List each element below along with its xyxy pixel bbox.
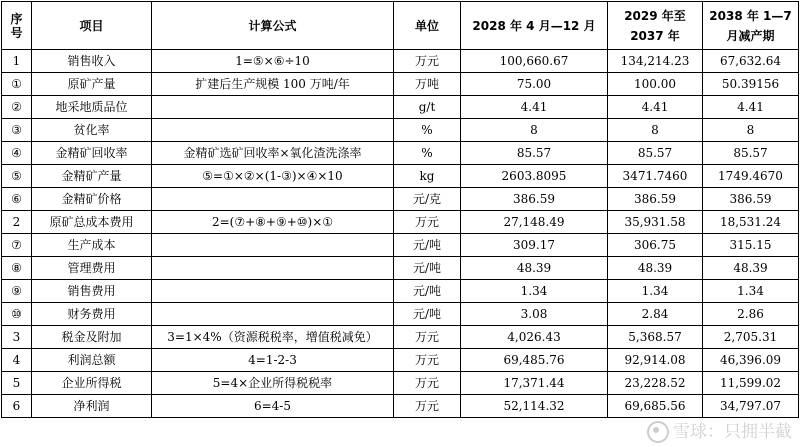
value-2038-cell: 1.34	[703, 280, 799, 303]
item-cell: 生产成本	[32, 234, 152, 257]
value-2028-cell: 52,114.32	[461, 395, 608, 418]
value-2029-2037-cell: 23,228.52	[608, 372, 703, 395]
table-row	[2, 211, 799, 234]
value-2028-cell: 2603.8095	[461, 165, 608, 188]
value-2029-2037-cell: 3471.7460	[608, 165, 703, 188]
value-2028-cell: 100,660.67	[461, 50, 608, 73]
formula-cell	[152, 119, 394, 142]
value-2028-cell: 17,371.44	[461, 372, 608, 395]
value-2038-cell: 85.57	[703, 142, 799, 165]
item-cell: 税金及附加	[32, 326, 152, 349]
value-2029-2037-cell: 69,685.56	[608, 395, 703, 418]
value-2038-cell: 34,797.07	[703, 395, 799, 418]
item-cell: 贫化率	[32, 119, 152, 142]
seq-cell: ⑨	[2, 280, 32, 303]
table-body	[2, 50, 799, 418]
seq-cell: 2	[2, 211, 32, 234]
seq-cell: ②	[2, 96, 32, 119]
item-cell: 金精矿产量	[32, 165, 152, 188]
item-cell: 原矿总成本费用	[32, 211, 152, 234]
seq-cell: ⑩	[2, 303, 32, 326]
value-2028-cell: 48.39	[461, 257, 608, 280]
formula-cell	[152, 96, 394, 119]
value-2038-cell: 2.86	[703, 303, 799, 326]
table-row	[2, 73, 799, 96]
watermark-text: 雪球：只拥半截	[673, 422, 792, 442]
item-cell: 净利润	[32, 395, 152, 418]
item-cell: 原矿产量	[32, 73, 152, 96]
table-row	[2, 349, 799, 372]
seq-cell: ④	[2, 142, 32, 165]
value-2028-cell: 4.41	[461, 96, 608, 119]
unit-cell: g/t	[394, 96, 461, 119]
table-row	[2, 165, 799, 188]
value-2038-cell: 11,599.02	[703, 372, 799, 395]
value-2038-cell: 386.59	[703, 188, 799, 211]
value-2028-cell: 85.57	[461, 142, 608, 165]
value-2029-2037-cell: 4.41	[608, 96, 703, 119]
seq-cell: ③	[2, 119, 32, 142]
formula-cell: 4=1-2-3	[152, 349, 394, 372]
header-unit: 单位	[394, 2, 461, 50]
value-2028-cell: 75.00	[461, 73, 608, 96]
table-row	[2, 326, 799, 349]
header-row	[2, 2, 799, 50]
unit-cell: 元/克	[394, 188, 461, 211]
item-cell: 金精矿价格	[32, 188, 152, 211]
value-2029-2037-cell: 5,368.57	[608, 326, 703, 349]
value-2029-2037-cell: 2.84	[608, 303, 703, 326]
value-2028-cell: 4,026.43	[461, 326, 608, 349]
item-cell: 地采地质品位	[32, 96, 152, 119]
formula-cell: 5=4×企业所得税税率	[152, 372, 394, 395]
unit-cell: 万元	[394, 349, 461, 372]
financial-table	[1, 1, 799, 418]
seq-cell: ①	[2, 73, 32, 96]
formula-cell	[152, 234, 394, 257]
value-2028-cell: 386.59	[461, 188, 608, 211]
value-2038-cell: 46,396.09	[703, 349, 799, 372]
item-cell: 企业所得税	[32, 372, 152, 395]
value-2038-cell: 50.39156	[703, 73, 799, 96]
table-row	[2, 119, 799, 142]
unit-cell: 元/吨	[394, 303, 461, 326]
formula-cell: 1=⑤×⑥÷10	[152, 50, 394, 73]
value-2029-2037-cell: 134,214.23	[608, 50, 703, 73]
value-2038-cell: 4.41	[703, 96, 799, 119]
value-2038-cell: 48.39	[703, 257, 799, 280]
value-2029-2037-cell: 35,931.58	[608, 211, 703, 234]
item-cell: 利润总额	[32, 349, 152, 372]
seq-cell: ⑥	[2, 188, 32, 211]
unit-cell: 万吨	[394, 73, 461, 96]
formula-cell: 金精矿选矿回收率×氧化渣洗涤率	[152, 142, 394, 165]
item-cell: 金精矿回收率	[32, 142, 152, 165]
header-item: 项目	[32, 2, 152, 50]
item-cell: 销售费用	[32, 280, 152, 303]
formula-cell	[152, 303, 394, 326]
table-row	[2, 142, 799, 165]
formula-cell: 扩建后生产规模 100 万吨/年	[152, 73, 394, 96]
table-row	[2, 395, 799, 418]
table-row	[2, 303, 799, 326]
header-period-2038: 2038 年 1—7 月减产期	[703, 2, 799, 50]
table-row	[2, 280, 799, 303]
unit-cell: 万元	[394, 50, 461, 73]
unit-cell: 万元	[394, 211, 461, 234]
formula-cell	[152, 280, 394, 303]
unit-cell: 万元	[394, 326, 461, 349]
table-row	[2, 234, 799, 257]
value-2028-cell: 69,485.76	[461, 349, 608, 372]
value-2038-cell: 8	[703, 119, 799, 142]
watermark	[647, 417, 792, 443]
header-period-2029-2037: 2029 年至 2037 年	[608, 2, 703, 50]
unit-cell: 元/吨	[394, 257, 461, 280]
table-row	[2, 96, 799, 119]
formula-cell	[152, 188, 394, 211]
table-row	[2, 372, 799, 395]
value-2029-2037-cell: 85.57	[608, 142, 703, 165]
value-2029-2037-cell: 8	[608, 119, 703, 142]
unit-cell: %	[394, 142, 461, 165]
value-2028-cell: 309.17	[461, 234, 608, 257]
value-2029-2037-cell: 48.39	[608, 257, 703, 280]
snowball-logo-icon	[647, 421, 669, 443]
header-seq: 序 号	[2, 2, 32, 50]
value-2029-2037-cell: 100.00	[608, 73, 703, 96]
formula-cell: 2=(⑦+⑧+⑨+⑩)×①	[152, 211, 394, 234]
formula-cell	[152, 257, 394, 280]
value-2029-2037-cell: 386.59	[608, 188, 703, 211]
seq-cell: 1	[2, 50, 32, 73]
value-2028-cell: 1.34	[461, 280, 608, 303]
formula-cell: 3=1×4%（资源税税率，增值税减免）	[152, 326, 394, 349]
unit-cell: kg	[394, 165, 461, 188]
value-2038-cell: 67,632.64	[703, 50, 799, 73]
value-2028-cell: 3.08	[461, 303, 608, 326]
value-2038-cell: 315.15	[703, 234, 799, 257]
unit-cell: 元/吨	[394, 234, 461, 257]
seq-cell: ⑤	[2, 165, 32, 188]
item-cell: 销售收入	[32, 50, 152, 73]
seq-cell: 3	[2, 326, 32, 349]
formula-cell: ⑤=①×②×(1-③)×④×10	[152, 165, 394, 188]
value-2038-cell: 2,705.31	[703, 326, 799, 349]
value-2029-2037-cell: 1.34	[608, 280, 703, 303]
value-2028-cell: 27,148.49	[461, 211, 608, 234]
unit-cell: %	[394, 119, 461, 142]
seq-cell: 6	[2, 395, 32, 418]
unit-cell: 万元	[394, 395, 461, 418]
header-formula: 计算公式	[152, 2, 394, 50]
item-cell: 财务费用	[32, 303, 152, 326]
seq-cell: ⑦	[2, 234, 32, 257]
unit-cell: 万元	[394, 372, 461, 395]
value-2038-cell: 1749.4670	[703, 165, 799, 188]
value-2029-2037-cell: 92,914.08	[608, 349, 703, 372]
value-2028-cell: 8	[461, 119, 608, 142]
seq-cell: 5	[2, 372, 32, 395]
table-row	[2, 257, 799, 280]
seq-cell: 4	[2, 349, 32, 372]
value-2029-2037-cell: 306.75	[608, 234, 703, 257]
table-row	[2, 50, 799, 73]
table-row	[2, 188, 799, 211]
value-2038-cell: 18,531.24	[703, 211, 799, 234]
header-period-2028: 2028 年 4 月—12 月	[461, 2, 608, 50]
formula-cell: 6=4-5	[152, 395, 394, 418]
unit-cell: 元/吨	[394, 280, 461, 303]
item-cell: 管理费用	[32, 257, 152, 280]
seq-cell: ⑧	[2, 257, 32, 280]
